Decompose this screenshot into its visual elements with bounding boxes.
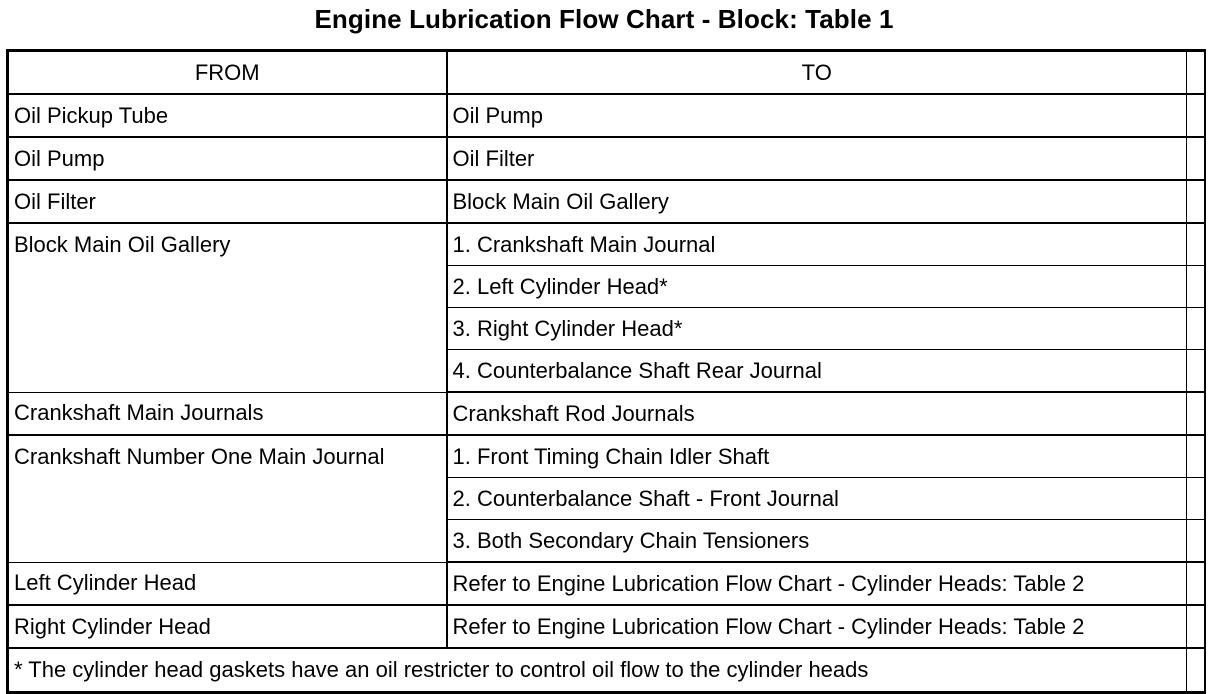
empty-column-cell: [1187, 94, 1205, 137]
empty-column-cell: [1187, 478, 1205, 520]
header-row: [9, 52, 1205, 95]
empty-column-cell: [1187, 392, 1205, 435]
empty-column-cell: [1187, 520, 1205, 563]
table-row: [9, 223, 1205, 266]
empty-column-cell: [1187, 562, 1205, 605]
to-cell: Crankshaft Rod Journals: [447, 392, 1187, 435]
empty-column-cell: [1187, 350, 1205, 393]
table-row: [9, 562, 1205, 605]
to-cell: 1. Front Timing Chain Idler Shaft: [447, 435, 1187, 478]
header-to: TO: [447, 52, 1187, 95]
empty-column-cell: [1187, 52, 1205, 95]
to-cell: Oil Filter: [447, 137, 1187, 180]
to-cell: Refer to Engine Lubrication Flow Chart - Cylinder Heads: Table 2: [447, 605, 1187, 648]
table-row: [9, 392, 1205, 435]
from-cell: Oil Pickup Tube: [9, 94, 447, 137]
from-cell: Crankshaft Main Journals: [9, 392, 447, 435]
footnote: * The cylinder head gaskets have an oil restricter to control oil flow to the cylinder heads: [9, 648, 1187, 692]
empty-column-cell: [1187, 223, 1205, 266]
to-cell: 1. Crankshaft Main Journal: [447, 223, 1187, 266]
empty-column-cell: [1187, 648, 1205, 692]
empty-column-cell: [1187, 308, 1205, 350]
to-cell: Block Main Oil Gallery: [447, 180, 1187, 223]
empty-column-cell: [1187, 605, 1205, 648]
from-cell: Oil Filter: [9, 180, 447, 223]
from-cell: Right Cylinder Head: [9, 605, 447, 648]
to-cell: 2. Counterbalance Shaft - Front Journal: [447, 478, 1187, 520]
table-row: [9, 137, 1205, 180]
footnote-row: [9, 648, 1205, 692]
from-cell: Left Cylinder Head: [9, 562, 447, 605]
empty-column-cell: [1187, 266, 1205, 308]
table-row: [9, 94, 1205, 137]
table-title: Engine Lubrication Flow Chart - Block: Table 1: [314, 4, 894, 34]
table-row: [9, 605, 1205, 648]
to-cell: 3. Both Secondary Chain Tensioners: [447, 520, 1187, 563]
from-cell: Crankshaft Number One Main Journal: [9, 435, 447, 562]
empty-column-cell: [1187, 435, 1205, 478]
to-cell: 2. Left Cylinder Head*: [447, 266, 1187, 308]
header-from: FROM: [9, 52, 447, 95]
table-row: [9, 435, 1205, 478]
from-cell: Oil Pump: [9, 137, 447, 180]
lubrication-flow-table: [6, 49, 1206, 694]
to-cell: Refer to Engine Lubrication Flow Chart - Cylinder Heads: Table 2: [447, 562, 1187, 605]
to-cell: 3. Right Cylinder Head*: [447, 308, 1187, 350]
to-cell: Oil Pump: [447, 94, 1187, 137]
table-row: [9, 180, 1205, 223]
to-cell: 4. Counterbalance Shaft Rear Journal: [447, 350, 1187, 393]
empty-column-cell: [1187, 137, 1205, 180]
from-cell: Block Main Oil Gallery: [9, 223, 447, 392]
empty-column-cell: [1187, 180, 1205, 223]
